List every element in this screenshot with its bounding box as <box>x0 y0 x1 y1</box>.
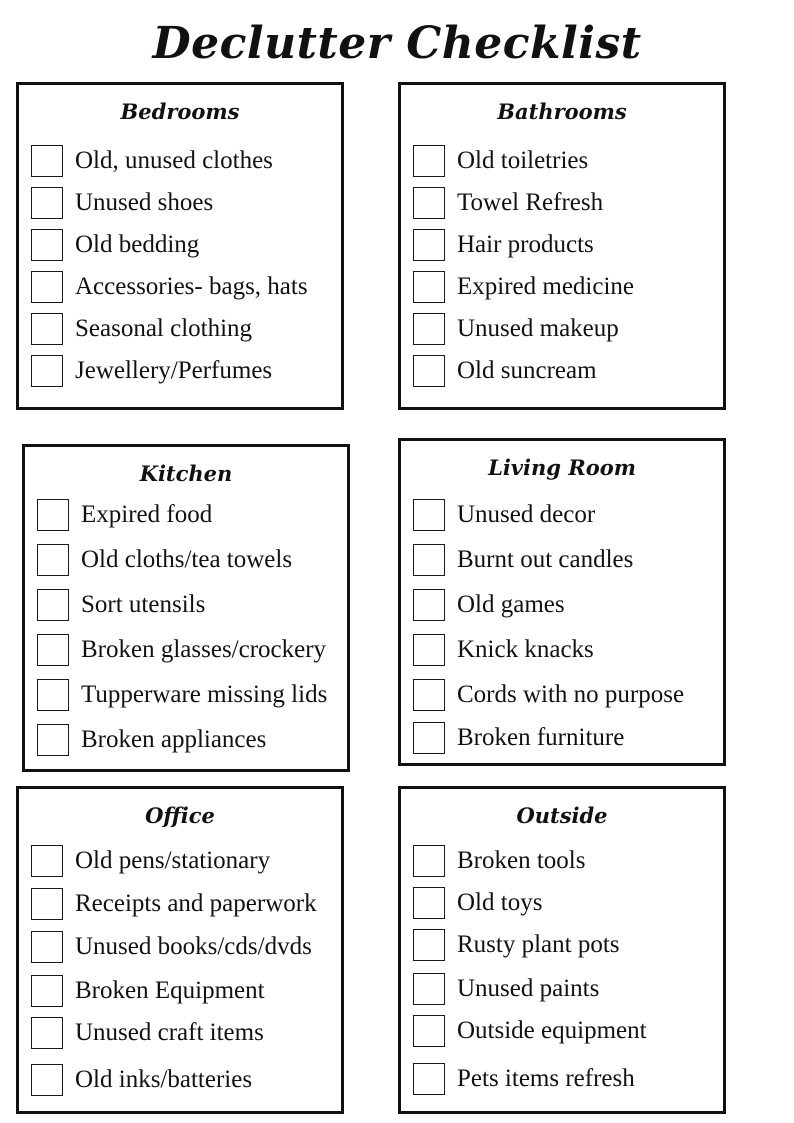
checklist-item[interactable] <box>31 1062 335 1098</box>
item-label: Expired medicine <box>457 273 635 300</box>
item-label: Tupperware missing lids <box>81 681 328 708</box>
checkbox[interactable] <box>37 634 69 666</box>
item-label: Old bedding <box>75 231 200 258</box>
section-office <box>16 786 344 1114</box>
item-label: Pets items refresh <box>457 1065 635 1092</box>
item-label: Old toys <box>457 889 543 916</box>
checklist-item[interactable] <box>413 632 717 668</box>
checkbox[interactable] <box>413 499 445 531</box>
checklist-item[interactable] <box>413 353 717 389</box>
checkbox[interactable] <box>37 679 69 711</box>
item-label: Knick knacks <box>457 636 594 663</box>
checkbox[interactable] <box>37 544 69 576</box>
item-label: Old games <box>457 591 565 618</box>
checkbox[interactable] <box>31 975 63 1007</box>
section-title: Office <box>145 803 215 828</box>
checklist-item[interactable] <box>31 185 335 221</box>
checklist-item[interactable] <box>413 720 717 756</box>
item-label: Accessories- bags, hats <box>75 273 308 300</box>
section-bedrooms <box>16 82 344 410</box>
checklist-item[interactable] <box>31 973 335 1009</box>
checkbox[interactable] <box>37 724 69 756</box>
item-label: Jewellery/Perfumes <box>75 357 273 384</box>
item-label: Broken Equipment <box>75 977 265 1004</box>
item-label: Unused decor <box>457 501 596 528</box>
section-title: Kitchen <box>139 461 233 486</box>
section-outside <box>398 786 726 1114</box>
checkbox[interactable] <box>31 1017 63 1049</box>
item-label: Seasonal clothing <box>75 315 253 342</box>
checkbox[interactable] <box>37 499 69 531</box>
section-title: Bathrooms <box>497 99 627 124</box>
section-living-room <box>398 438 726 766</box>
checklist-item[interactable] <box>31 269 335 305</box>
checklist-item[interactable] <box>413 497 717 533</box>
checkbox[interactable] <box>413 355 445 387</box>
checkbox[interactable] <box>413 722 445 754</box>
checkbox[interactable] <box>413 887 445 919</box>
item-label: Old toiletries <box>457 147 589 174</box>
checklist-item[interactable] <box>413 885 717 921</box>
checklist-item[interactable] <box>37 497 341 533</box>
checklist-item[interactable] <box>31 311 335 347</box>
checkbox[interactable] <box>413 634 445 666</box>
checklist-item[interactable] <box>413 677 717 713</box>
section-title: Living Room <box>488 455 636 480</box>
checkbox[interactable] <box>31 845 63 877</box>
checkbox[interactable] <box>413 973 445 1005</box>
checklist-item[interactable] <box>413 542 717 578</box>
checklist-item[interactable] <box>31 1015 335 1051</box>
checkbox[interactable] <box>31 931 63 963</box>
checkbox[interactable] <box>31 888 63 920</box>
checklist-item[interactable] <box>413 227 717 263</box>
checkbox[interactable] <box>413 1063 445 1095</box>
item-label: Old cloths/tea towels <box>81 546 293 573</box>
checklist-item[interactable] <box>37 542 341 578</box>
item-label: Unused shoes <box>75 189 214 216</box>
section-title: Outside <box>516 803 608 828</box>
checkbox[interactable] <box>413 589 445 621</box>
item-label: Unused paints <box>457 975 600 1002</box>
item-label: Unused makeup <box>457 315 619 342</box>
item-label: Broken glasses/crockery <box>81 636 327 663</box>
section-kitchen <box>22 444 350 772</box>
item-label: Towel Refresh <box>457 189 604 216</box>
checkbox[interactable] <box>31 229 63 261</box>
page-title: Declutter Checklist <box>152 18 642 69</box>
checklist-item[interactable] <box>413 843 717 879</box>
checklist-item[interactable] <box>413 1013 717 1049</box>
checklist-item[interactable] <box>37 632 341 668</box>
item-label: Old pens/stationary <box>75 847 271 874</box>
checkbox[interactable] <box>413 679 445 711</box>
item-label: Unused craft items <box>75 1019 264 1046</box>
item-label: Unused books/cds/dvds <box>75 933 312 960</box>
checkbox[interactable] <box>413 271 445 303</box>
checklist-item[interactable] <box>413 143 717 179</box>
item-label: Sort utensils <box>81 591 206 618</box>
checkbox[interactable] <box>413 544 445 576</box>
item-label: Rusty plant pots <box>457 931 620 958</box>
checklist-item[interactable] <box>37 587 341 623</box>
item-label: Broken tools <box>457 847 586 874</box>
checkbox[interactable] <box>31 355 63 387</box>
checklist-item[interactable] <box>31 843 335 879</box>
checkbox[interactable] <box>31 145 63 177</box>
checklist-item[interactable] <box>37 722 341 758</box>
checkbox[interactable] <box>31 313 63 345</box>
checklist-item[interactable] <box>31 143 335 179</box>
item-label: Outside equipment <box>457 1017 647 1044</box>
item-label: Broken appliances <box>81 726 267 753</box>
checklist-item[interactable] <box>413 971 717 1007</box>
checklist-item[interactable] <box>413 587 717 623</box>
checkbox[interactable] <box>413 929 445 961</box>
checklist-item[interactable] <box>31 227 335 263</box>
item-label: Old inks/batteries <box>75 1066 253 1093</box>
checklist-item[interactable] <box>413 311 717 347</box>
checkbox[interactable] <box>413 187 445 219</box>
checkbox[interactable] <box>31 271 63 303</box>
item-label: Old suncream <box>457 357 597 384</box>
checklist-item[interactable] <box>31 353 335 389</box>
checklist-item[interactable] <box>413 185 717 221</box>
checklist-item[interactable] <box>413 927 717 963</box>
checklist-item[interactable] <box>413 269 717 305</box>
item-label: Old, unused clothes <box>75 147 273 174</box>
checklist-item[interactable] <box>413 1061 717 1097</box>
checklist-item[interactable] <box>31 886 335 922</box>
checkbox[interactable] <box>413 145 445 177</box>
item-label: Hair products <box>457 231 594 258</box>
item-label: Burnt out candles <box>457 546 634 573</box>
checkbox[interactable] <box>413 313 445 345</box>
checkbox[interactable] <box>413 229 445 261</box>
checkbox[interactable] <box>31 1064 63 1096</box>
item-label: Broken furniture <box>457 724 625 751</box>
checklist-item[interactable] <box>37 677 341 713</box>
item-label: Expired food <box>81 501 213 528</box>
item-label: Receipts and paperwork <box>75 890 317 917</box>
checkbox[interactable] <box>413 1015 445 1047</box>
checkbox[interactable] <box>31 187 63 219</box>
section-title: Bedrooms <box>120 99 240 124</box>
checkbox[interactable] <box>413 845 445 877</box>
item-label: Cords with no purpose <box>457 681 685 708</box>
checklist-item[interactable] <box>31 929 335 965</box>
checkbox[interactable] <box>37 589 69 621</box>
section-bathrooms <box>398 82 726 410</box>
